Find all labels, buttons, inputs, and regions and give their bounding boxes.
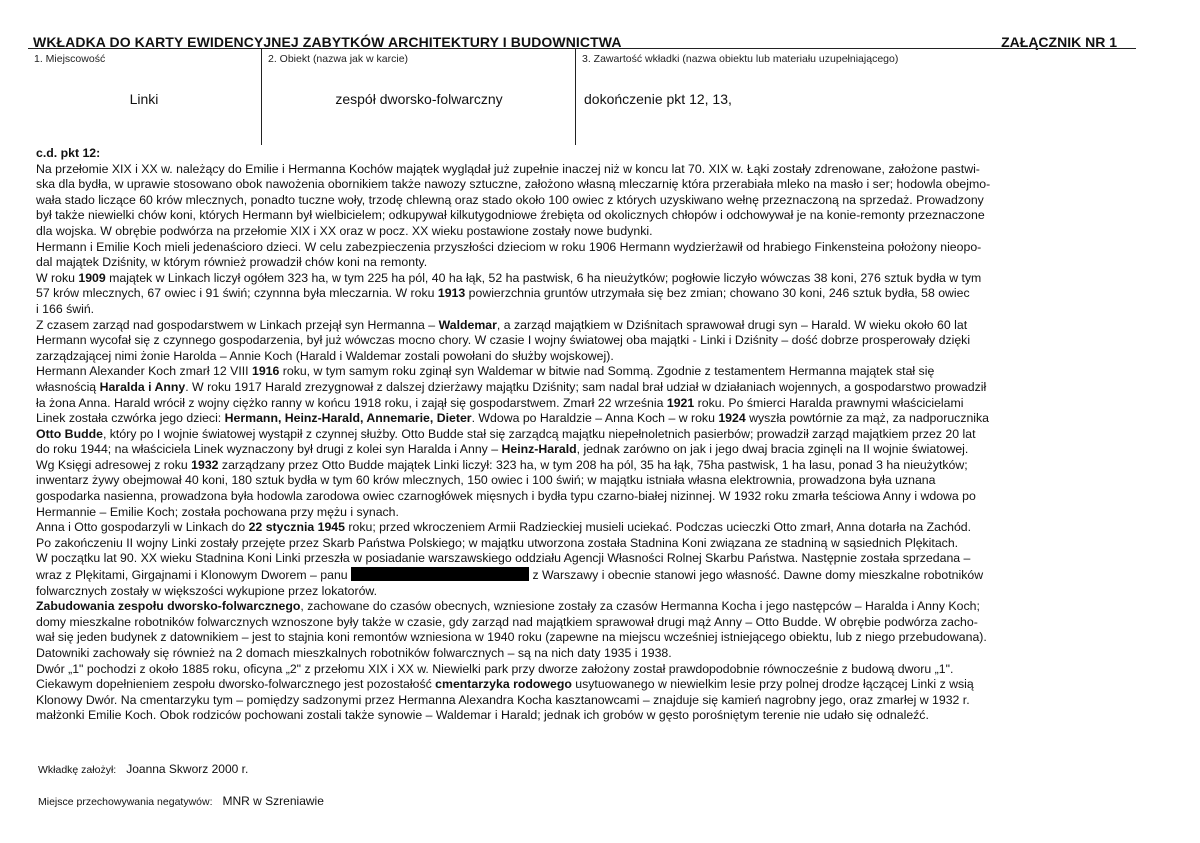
redaction-block [351, 567, 529, 581]
text-line [36, 458, 1131, 474]
cemetery-term: cmentarzyka rodowego [435, 677, 572, 692]
name-waldemar: Waldemar [438, 317, 497, 332]
text-line: folwarcznych zostały w większości wykupione przez lokatorów. [36, 583, 378, 598]
text-line: Hermann i Emilie Koch mieli jedenaścioro dzieci. W celu zabezpieczenia przyszłości dzieciom w roku 1906 Hermann wydzierżawił od hrabiego Finkensteina położony nieopo- [36, 239, 982, 254]
buildings-heading: Zabudowania zespołu dworsko-folwarcznego [36, 599, 301, 614]
names-harald-anna: Haralda i Anny [99, 379, 186, 394]
object-value: zespół dworsko-folwarczny [335, 91, 503, 107]
text-run: ła żona Anna. Harald wrócił z wojny ciężko ranny w końcu 1918 roku, i zajął się gospodarstwem. Zmarł 22 września [36, 395, 667, 410]
text-line [36, 427, 1131, 443]
text-run: roku. Po śmierci Haralda prawnymi właścicielami [694, 395, 964, 410]
header-fields [28, 48, 1136, 145]
text-run: Ciekawym dopełnieniem zespołu dworsko-folwarcznego jest pozostałość [36, 677, 436, 692]
year-1924: 1924 [718, 411, 746, 426]
text-line: ska dla bydła, w uprawie stosowano obok nawożenia obornikiem także nawozy sztuczne, założono własną mleczarnię która przerabiała mleko na masło i ser; hodowla obejmo- [36, 177, 991, 192]
storage-label: Miejsce przechowywania negatywów: [38, 796, 213, 808]
content-value: dokończenie pkt 12, 13, [584, 91, 732, 107]
text-line: wał się jeden budynek z datownikiem – jest to stajnia koni remontów wzniesiona w 1940 roku (zapewne na miejscu wcześniej istniejącego obiektu, lub z niego przebudowana). [36, 630, 987, 645]
name-otto-budde: Otto Budde [36, 426, 103, 441]
text-line: inwentarz żywy obejmował 40 koni, 180 sztuk bydła w tym 60 krów mlecznych, 150 owiec i 100 świń; w majątku istniała własna elektrownia, prowadzona była uznana [36, 473, 936, 488]
locality-label: 1. Miejscowość [34, 53, 106, 65]
history-text [36, 146, 1131, 724]
text-run: Wg Księgi adresowej z roku [36, 457, 192, 472]
text-line: i 166 świń. [36, 301, 95, 316]
text-run: , zachowane do czasów obecnych, wzniesione zostały za czasów Hermanna Kocha i jego następców – Haralda i Anny Koch; [300, 599, 980, 614]
text-line: Dwór „1" pochodzi z około 1885 roku, oficyna „2" z przełomu XIX i XX w. Niewielki park przy dworze założony został prawdopodobnie równocześnie z budową dworu „1". [36, 661, 954, 676]
document-title: WKŁADKA DO KARTY EWIDENCYJNEJ ZABYTKÓW ARCHITEKTURY I BUDOWNICTWA [33, 34, 622, 50]
text-line: dal majątek Dziśnity, w którym również prowadził chów koni na remonty. [36, 255, 428, 270]
names-children: Hermann, Heinz-Harald, Annemarie, Dieter [224, 411, 472, 426]
text-line [36, 364, 1131, 380]
text-line: Hermann wycofał się z czynnego gospodarzenia, był już wówczas mocno chory. W czasie I wojny światowej oba majątki - Linki i Dziśnity – dość dobrze prosperowały dzięki [36, 333, 971, 348]
text-run: powierzchnia gruntów utrzymała się bez zmian; chowano 30 koni, 246 sztuk bydła, 58 owiec [465, 286, 970, 301]
compiled-by [38, 762, 248, 776]
text-run: zarządzany przez Otto Budde majątek Linki liczył: 323 ha, w tym 208 ha pól, 35 ha łąk, 75ha pastwisk, 1 ha lasu, ponad 3 ha nieużytków; [218, 457, 968, 472]
negatives-storage [38, 794, 324, 808]
text-line [36, 271, 1131, 287]
year-1916: 1916 [251, 364, 280, 379]
content-cell [575, 49, 1136, 145]
text-run: 57 krów mlecznych, 67 owiec i 91 świń; czynnna była mleczarnia. W roku [36, 286, 438, 301]
text-line: wała stado liczące 60 krów mlecznych, ponadto tuczne woły, trzodę chlewną oraz stado około 100 owiec z których uzyskiwano wełnę przeznaczoną na sprzedaż. Prowadzony [36, 192, 984, 207]
text-line: był także niewielki chów koni, których Hermann był wielbicielem; odkupywał kilkutygodniowe źrebięta od okolicznych chłopów i odchowywał je na konie-remonty przeznaczone [36, 208, 985, 223]
text-line: W początku lat 90. XX wieku Stadnina Koni Linki przeszła w posiadanie warszawskiego oddziału Agencji Własności Rolnej Skarbu Państwa. Następnie została sprzedana – [36, 551, 971, 566]
storage-value: MNR w Szreniawie [222, 794, 324, 808]
year-1921: 1921 [666, 395, 695, 410]
name-heinz-harald: Heinz-Harald [501, 442, 577, 457]
text-run: wraz z Plękitami, Girgajnami i Klonowym Dworem – panu [36, 568, 352, 583]
text-line: Hermannie – Emilie Koch; została pochowana przy mężu i synach. [36, 504, 399, 519]
text-run: do roku 1944; na właściciela Linek wyznaczony był drugi z kolei syn Haralda i Anny – [36, 442, 502, 457]
text-line: zarządzającej nimi żonie Harolda – Annie Koch (Harald i Waldemar zostali powołani do służby wojskowej). [36, 348, 614, 363]
text-run: W roku [36, 270, 79, 285]
text-run: . W roku 1917 Harald zrezygnował z dalszej dzierżawy majątku Dziśnity; sam nadal brał udział w działaniach wojennych, a gospodarstwo prowadził [185, 379, 987, 394]
text-run: , który po I wojnie światowej wystąpił z czynnej służby. Otto Budde stał się zarządcą majątku niepełnoletnich pasierbów; prowadził zarząd majątkiem przez 20 lat [102, 426, 976, 441]
text-line [36, 411, 1131, 427]
year-1932: 1932 [191, 457, 219, 472]
text-line [36, 567, 1131, 584]
text-run: . Wdowa po Haraldzie – Anna Koch – w roku [471, 411, 719, 426]
text-line: Na przełomie XIX i XX w. należący do Emilie i Hermanna Kochów majątek wyglądał już zupełnie inaczej niż w koncu lat 70. XIX w. Łąki zostały zdrenowane, założone pastwi- [36, 161, 980, 176]
text-run: roku, w tym samym roku zginął syn Waldemar w bitwie nad Sommą. Zgodnie z testamentem Hermanna majątek stał się [279, 364, 935, 379]
locality-cell [28, 49, 260, 145]
text-run: z Warszawy i obecnie stanowi jego własność. Dawne domy mieszkalne robotników [529, 568, 984, 583]
section-heading: c.d. pkt 12: [36, 146, 101, 160]
year-1913: 1913 [437, 286, 466, 301]
text-run: wyszła powtórnie za mąż, za nadporucznika [745, 411, 990, 426]
text-line: Klonowy Dwór. Na cmentarzyku tym – pomiędzy sadzonymi przez Hermanna Alexandra Kocha kasztanowcami – znajduje się kamień nagrobny jego, oraz zmarłej w 1932 r. [36, 692, 970, 707]
text-run: własnością [36, 379, 100, 394]
text-run: usytuowanego w niewielkim lesie przy polnej drodze łączącej Linki z wsią [571, 677, 974, 692]
text-line [36, 396, 1131, 412]
text-run: Hermann Alexander Koch zmarł 12 VIII [36, 364, 252, 379]
date-1945: 22 stycznia 1945 [248, 520, 345, 535]
annex-number: ZAŁĄCZNIK NR 1 [1001, 34, 1117, 50]
text-run: , jednak zarówno on jak i jego dwaj bracia zginęli na II wojnie światowej. [576, 442, 969, 457]
compiled-label: Wkładkę założył: [38, 764, 117, 776]
text-line: Po zakończeniu II wojny Linki zostały przejęte przez Skarb Państwa Polskiego; w majątku utworzona została Stadnina Koni związana ze stadniną w sąsiednich Plękitach. [36, 535, 959, 550]
text-run: Z czasem zarząd nad gospodarstwem w Linkach przejął syn Hermanna – [36, 317, 439, 332]
text-line [36, 520, 1131, 536]
text-line [36, 380, 1131, 396]
text-line [36, 318, 1131, 334]
text-run: Anna i Otto gospodarzyli w Linkach do [36, 520, 249, 535]
text-line: małżonki Emilie Koch. Obok rodziców pochowani zostali także synowie – Waldemar i Harald; jednak ich grobów w gęsto porośniętym terenie nie udało się odnaleźć. [36, 708, 929, 723]
text-run: roku; przed wkroczeniem Armii Radzieckiej musieli uciekać. Podczas ucieczki Otto zmarł, Anna dotarła na Zachód. [345, 520, 972, 535]
locality-value: Linki [129, 91, 159, 107]
content-label: 3. Zawartość wkładki (nazwa obiektu lub materiału uzupełniającego) [582, 53, 899, 65]
text-line: domy mieszkalne robotników folwarcznych wznoszone były także w czasie, gdy zarząd nad majątkiem sprawował drugi mąż Anny – Otto Budde. W obrębie podwórza zacho- [36, 614, 978, 629]
text-line [36, 677, 1131, 693]
text-line [36, 286, 1131, 302]
text-line [36, 599, 1131, 615]
text-line: dla wojska. W obrębie podwórza na przełomie XIX i XX oraz w pocz. XX wieku postawione zostały nowe budynki. [36, 223, 653, 238]
text-line: Datowniki zachowały się również na 2 domach mieszkalnych robotników folwarcznych – są na nich daty 1935 i 1938. [36, 646, 672, 660]
object-cell [261, 49, 576, 145]
compiled-value: Joanna Skworz 2000 r. [126, 762, 249, 776]
text-run: Linek została czwórka jego dzieci: [36, 411, 225, 426]
object-label: 2. Obiekt (nazwa jak w karcie) [268, 53, 409, 65]
text-run: majątek w Linkach liczył ogółem 323 ha, w tym 225 ha pól, 40 ha łąk, 52 ha pastwisk, 6 ha nieużytków; pogłowie liczyło wówczas 38 koni, 276 sztuk bydła w tym [105, 270, 982, 285]
text-line: gospodarka nasienna, prowadzona była hodowla zarodowa owiec czarnogłówek mięsnych i bydła typu czarno-białej nizinnej. W 1932 roku zmarła teściowa Anny i wdowa po [36, 489, 976, 504]
text-run: , a zarząd majątkiem w Dziśnitach sprawował drugi syn – Harald. W wieku około 60 lat [496, 317, 968, 332]
year-1909: 1909 [78, 270, 106, 285]
text-line [36, 442, 1131, 458]
